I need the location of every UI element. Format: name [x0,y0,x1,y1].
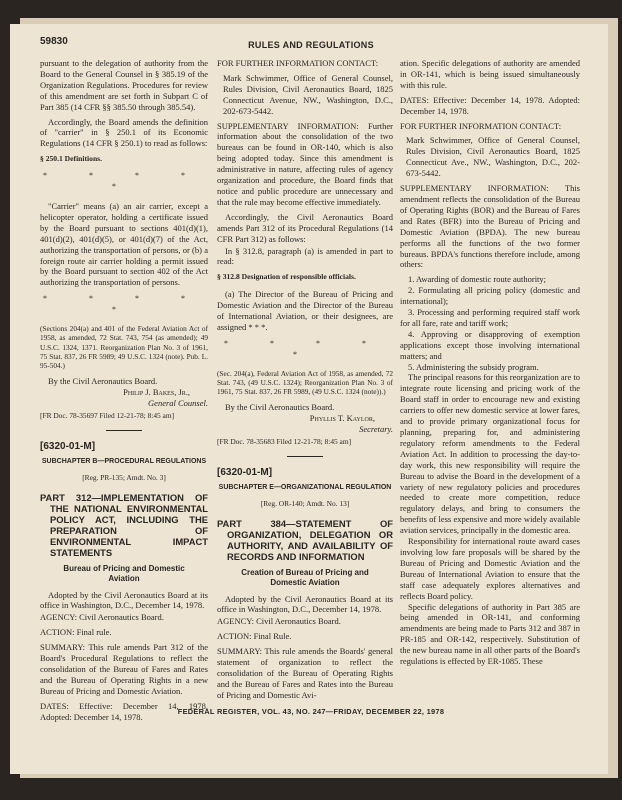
list-item: 2. Formulating all pricing policy (domestic and international); [400,285,580,307]
paragraph: Accordingly, the Board amends the definition of "carrier" in § 250.1 of its Economic Regulations (14 CFR § 250.1) to read as follows: [40,116,208,149]
paragraph: Adopted by the Civil Aeronautics Board at its office in Washington, D.C., December 14, 1978. [217,593,393,615]
paragraph: SUMMARY: This rule amends Part 312 of the Board's Procedural Regulations to reflect the consolidation of the Bureau of Fares and Rates and the Bureau of Operating Rights in a new Bureau of Pricing and Domestic Aviation. [40,642,208,696]
column-right [400,58,580,667]
paragraph: DATES: Effective: December 14, 1978. Adopted: December 14, 1978. [400,94,580,116]
paragraph: pursuant to the delegation of authority from the Board to the General Counsel in § 385.19 of the Organization Regulations. Procedures for review of this amendment are set forth in Subpart C of Part 385 (14 CFR §§ 385.50 through 385.54). [40,58,208,112]
signatory-name: Philip J. Bakes, Jr., [123,387,190,398]
citation: (Sections 204(a) and 401 of the Federal Aviation Act of 1958, as amended, 72 Stat. 743, 754 (as amended); 49 U.S.C. 1324, 1371. Reorganization Plan No. 3 of 1961, 75 Stat. 837, 26 FR 5989; 49 U.S.C. 1324 (note). Pub. L. 95-504.) [40,324,208,371]
subject-heading: Bureau of Pricing and Domestic Aviation [63,563,185,583]
contact-block: Mark Schwimmer, Office of General Counsel, Rules Division, Civil Aeronautics Board, 1825 Connecticut Ave., NW., Washington, D.C., 202-673-5442. [406,135,580,179]
section-heading: § 250.1 Definitions. [40,154,103,164]
part-heading: PART 384—STATEMENT OF ORGANIZATION, DELEGATION OR AUTHORITY, AND AVAILABILITY OF RECORDS AND INFORMATION [217,517,393,562]
signatory-title: General Counsel. [148,398,208,409]
page-footer: FEDERAL REGISTER, VOL. 43, NO. 247—FRIDAY, DECEMBER 22, 1978 [177,707,445,716]
subchapter-heading: SUBCHAPTER B—PROCEDURAL REGULATIONS [41,458,207,466]
paragraph: By the Civil Aeronautics Board. [225,401,335,412]
billing-code: [6320-01-M] [217,467,273,479]
paragraph: Adopted by the Civil Aeronautics Board at its office in Washington, D.C., December 14, 1978. [40,589,208,611]
paragraph: FOR FURTHER INFORMATION CONTACT: [217,58,379,68]
paragraph: In § 312.8, paragraph (a) is amended in part to read: [217,245,393,267]
signatory-title: Secretary. [359,424,393,435]
column-left [40,58,208,727]
paragraph: SUPPLEMENTARY INFORMATION: Further information about the consolidation of the two bureaus can be found in OR-140, which is also being adopted today. Since this amendment is administrative in nature, affecting rules of agency organization and procedure, the Board finds that notice and public procedure are unnecessary and that the rule may become effective immediately. [217,120,393,207]
paragraph: FOR FURTHER INFORMATION CONTACT: [400,120,562,131]
running-head: RULES AND REGULATIONS [248,40,374,50]
paragraph: Accordingly, the Civil Aeronautics Board amends Part 312 of its Procedural Regulations (14 CFR Part 312) as follows: [217,211,393,244]
divider [106,430,142,431]
regulation-number: [Reg. OR-140; Amdt. No. 13] [260,498,350,508]
column-middle [217,58,393,705]
divider [287,456,323,457]
paragraph: By the Civil Aeronautics Board. [48,375,158,386]
paragraph: AGENCY: Civil Aeronautics Board. [217,616,341,627]
paragraph: AGENCY: Civil Aeronautics Board. [40,612,164,623]
ellipsis-stars: * * * * * [43,171,205,192]
ellipsis-stars: * * * * * [224,338,386,359]
list-item: Responsibility for international route award cases involving low fare proposals will be shared by the Bureau of Pricing and Domestic Aviation and the Bureau of International Aviation to ensure that the staff case adequately explores alternatives and reflects Board policy. [400,536,580,601]
billing-code: [6320-01-M] [40,441,96,453]
section-heading: § 312.8 Designation of responsible officials. [217,272,356,282]
subchapter-heading: SUBCHAPTER E—ORGANIZATIONAL REGULATION [218,484,392,492]
fr-doc-line: [FR Doc. 78-35683 Filed 12-21-78; 8:45 am] [217,437,352,447]
paragraph: DATES: Effective: December 14, 1978. Adopted: December 14, 1978. [40,700,208,722]
list-item: Specific delegations of authority in Part 385 are being amended in OR-141, and conforming amendments are being made to Parts 312 and 387 in PR-185 and OR-142, respectively. Substitution of the new bureau name in all other parts of the Board's regulations is effected by ER-1085. These [400,601,580,667]
paragraph: ACTION: Final rule. [40,627,112,638]
paragraph: "Carrier" means (a) an air carrier, except a helicopter operator, holding a certificate issued by the Board pursuant to sections 401(d)(1), 401(d)(2), 401(d)(5), or 401(d)(7) of the Act, authorizing the transportation of persons, or (b) a foreign route air carrier holding a permit issued by the Board pursuant to section 402 of the Act authorizing the transportation of persons. [40,200,208,288]
part-heading: PART 312—IMPLEMENTATION OF THE NATIONAL ENVIRONMENTAL POLICY ACT, INCLUDING THE PREPARATION OF ENVIRONMENTAL IMPACT STATEMENTS [40,491,208,558]
list-item: The principal reasons for this reorganization are to integrate route licensing and pricing work of the Board staff in order to encourage new and existing carriers to offer new domestic service at lower fares, and to provide primary organizational focus for planning, preparing for, and administering regulatory reform amendments to the Federal Aviation Act. In addition to processing the day-to-day work, this new responsibility will require the Bureau to advise the Board in the development of a variety of new regulatory policies and procedures needed to create more competition, reduce regulatory delays, and bring to consumers the benefits of less expensive and more widely available aviation services, principally in the domestic area. [400,372,580,536]
paragraph: SUPPLEMENTARY INFORMATION: This amendment reflects the consolidation of the Bureau of Operating Rights (BOR) and the Bureau of Fares and Rates (BFR) into the Bureau of Pricing and Domestic Aviation (BPDA). The new bureau performs all the functions of the two former bureaus. BPDA's functions therefore include, among others: [400,183,580,270]
paragraph: ation. Specific delegations of authority are amended in OR-141, which is being issued simultaneously with this rule. [400,58,580,90]
signatory-name: Phyllis T. Kaylor, [309,413,375,424]
list-item: 3. Processing and performing required staff work for all fare, rate and tariff work; [400,307,580,328]
page-number: 59830 [40,36,68,47]
subject-heading: Creation of Bureau of Pricing and Domestic Aviation [241,567,369,587]
ellipsis-stars: * * * * * [43,294,205,315]
contact-block: Mark Schwimmer, Office of General Counsel, Rules Division, Civil Aeronautics Board, 1825 Connecticut Avenue, NW., Washington, D.C., 202-673-5442. [223,72,393,116]
paragraph: ACTION: Final Rule. [217,631,292,642]
list-item: 1. Awarding of domestic route authority; [408,274,547,285]
list-item: 4. Approving or disapproving of exemption applications except those involving international matters; and [400,328,580,361]
regulation-number: [Reg. PR-135; Amdt. No. 3] [82,472,166,482]
paragraph: (a) The Director of the Bureau of Pricing and Domestic Aviation and the Director of the Bureau of International Aviation, or their designees, are assigned * * *. [217,289,393,332]
list-item: 5. Administering the subsidy program. [408,361,539,372]
paragraph: SUMMARY: This rule amends the Boards' general statement of organization to reflect the consolidation of the Bureau of Operating Rights and the Bureau of Fares and Rates into the Bureau of Pricing and Domestic Avi- [217,646,393,700]
citation: (Sec. 204(a), Federal Aviation Act of 1958, as amended, 72 Stat. 743, (49 U.S.C. 1324); Reorganization Plan No. 3 of 1961, 75 Stat. 837, 26 FR 5989, (49 U.S.C. 1324 (note)).) [217,368,393,397]
fr-doc-line: [FR Doc. 78-35697 Filed 12-21-78; 8:45 am] [40,411,175,421]
